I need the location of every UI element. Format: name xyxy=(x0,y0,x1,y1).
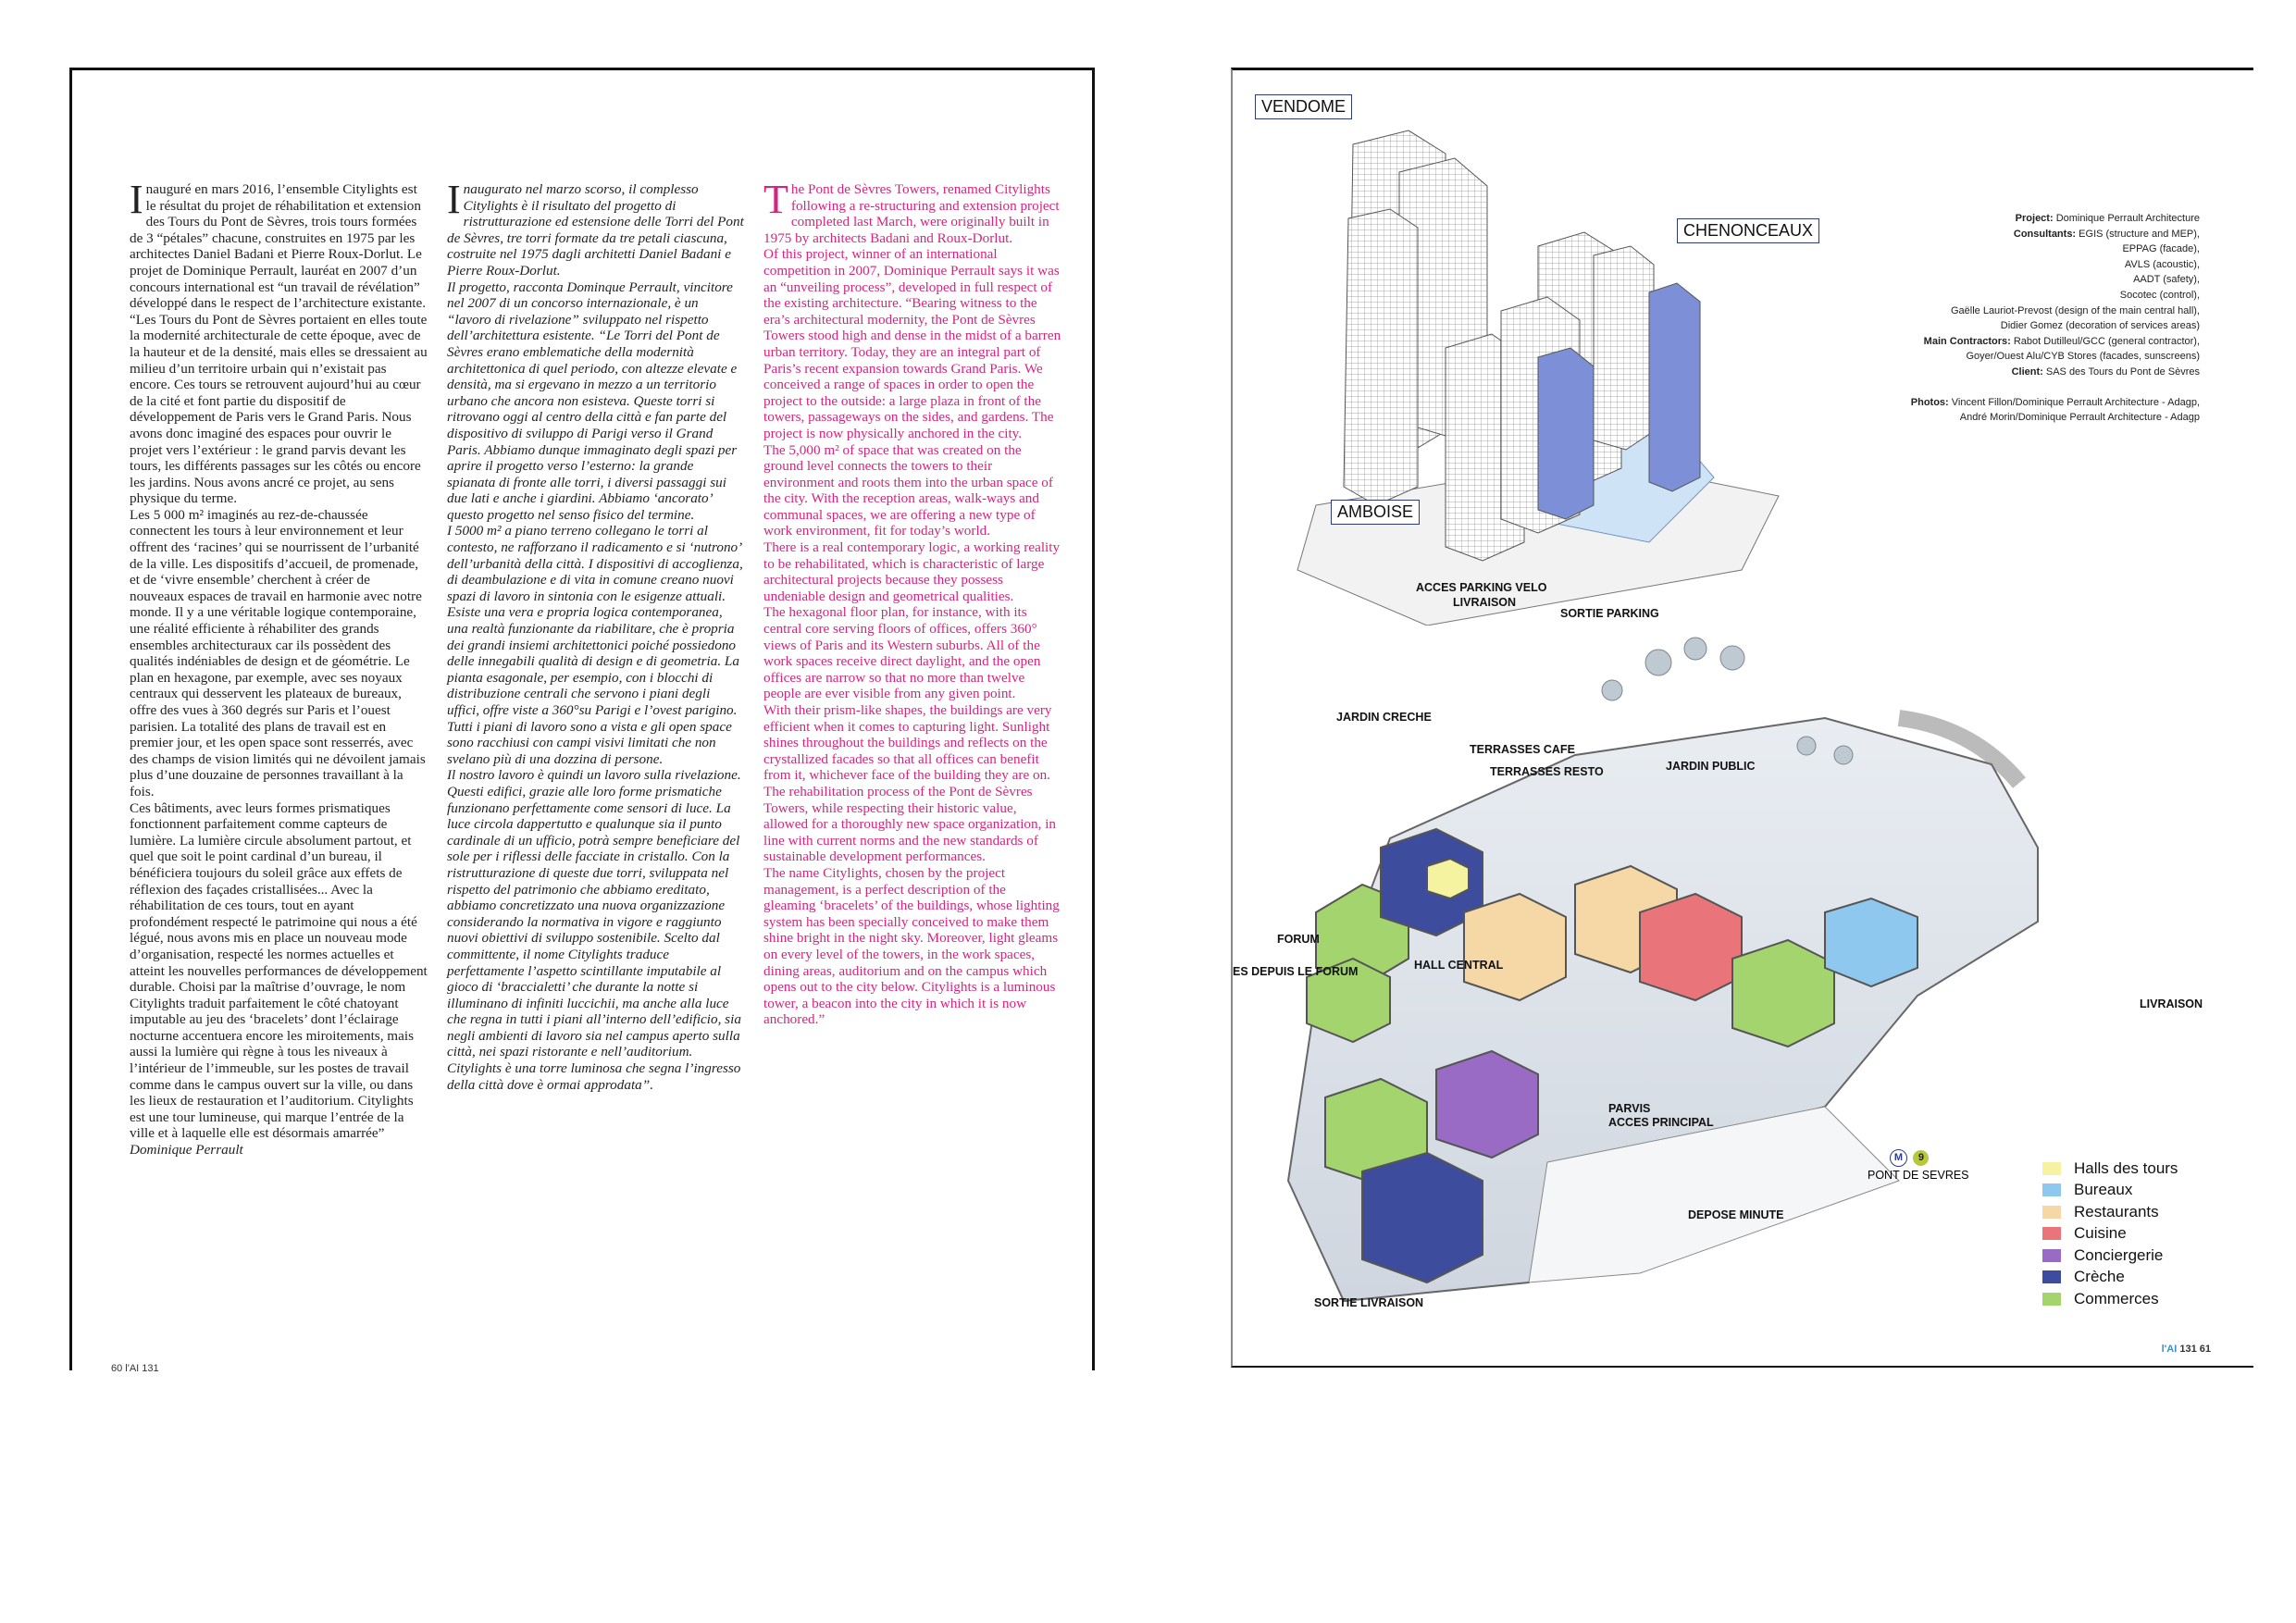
italian-column xyxy=(447,177,745,1093)
credit-line: Gaëlle Lauriot-Prevost (design of the main central hall), xyxy=(1950,304,2200,316)
legend-swatch xyxy=(2042,1206,2061,1219)
credit-line: Rabot Dutilleul/GCC (general contractor), xyxy=(2013,335,2200,347)
tag-chenonceaux: CHENONCEAUX xyxy=(1677,218,1819,243)
english-paragraph-7: The name Citylights, chosen by the project management, is a perfect description of the gleaming ‘bracelets’ of the buildings, whose lighting system has been specially conceived to make them shine bright in the night sky. Moreover, light gleams on every level of the towers, in the work spaces, dining areas, auditorium and on the campus which opens out to the city below. Citylights is a luminous tower, a beacon into the city in which it is now anchored.” xyxy=(763,864,1060,1028)
folio-magazine: l'AI xyxy=(2161,1344,2178,1355)
english-dropcap: T xyxy=(763,177,788,222)
credit-value-client: SAS des Tours du Pont de Sèvres xyxy=(2045,365,2200,378)
french-paragraph-1 xyxy=(130,177,428,507)
english-paragraph-5: The hexagonal floor plan, for instance, with its central core serving floors of offices, offers 360° views of Paris and its Western suburbs. All of the work spaces receive direct daylight, and the open offices are narrow so that no more than twelve people are ever visible from any given point. xyxy=(763,604,1041,702)
italian-paragraph-3: I 5000 m² a piano terreno collegano le torri al contesto, ne rafforzano il radicamento e si ‘nutrono’ dell’urbanità della città. I dispositivi di accoglienza, di deambulazione e di vita in comune creano nuovi spazi di lavoro in sintonia con le esigenze attuali. Esiste una vera e propria logica contemporanea, una realtà funzionante da riabilitare, che è propria dei grandi insiemi architettonici poiché possiedono delle innegabili qualità di design e di geometria. La pianta esagonale, per esempio, con i blocchi di distribuzione centrali che servono i piani degli uffici, offre viste a 360°su Parigi e l’ovest parigino. Tutti i piani di lavoro sono a vista e gli open space sono racchiusi con campi visivi limitati che non svelano più di una dozzina di persone. xyxy=(447,523,743,767)
label-depose-minute: DEPOSE MINUTE xyxy=(1688,1208,1784,1221)
left-folio: 60 l'AI 131 xyxy=(111,1363,159,1374)
legend-item xyxy=(2042,1288,2178,1310)
credit-label-project: Project: xyxy=(2015,213,2054,224)
legend-item xyxy=(2042,1180,2178,1202)
legend-item xyxy=(2042,1201,2178,1223)
legend-swatch xyxy=(2042,1249,2061,1262)
label-parvis: PARVIS xyxy=(1608,1102,1651,1115)
legend-item xyxy=(2042,1245,2178,1267)
credit-line: Didier Gomez (decoration of services areas) xyxy=(2000,320,2200,332)
legend-label: Conciergerie xyxy=(2074,1245,2164,1264)
legend-swatch xyxy=(2042,1293,2061,1306)
english-column xyxy=(763,177,1061,1028)
credit-label-photos: Photos: xyxy=(1910,396,1949,408)
credit-line: AVLS (acoustic), xyxy=(2124,258,2200,270)
label-depuis-forum: ES DEPUIS LE FORUM xyxy=(1233,965,1359,978)
legend-swatch xyxy=(2042,1183,2061,1196)
folio-issue: 131 xyxy=(2179,1344,2197,1355)
credit-line: Vincent Fillon/Dominique Perrault Architecture - Adagp, xyxy=(1951,396,2200,408)
english-paragraph-3: The 5,000 m² of space that was created on the ground level connects the towers to their environment and roots them into the urban space of the city. With the reception areas, walk-ways and communal spaces, we are offering a new type of work environment, fit for today’s world. xyxy=(763,441,1053,539)
label-sortie-parking: SORTIE PARKING xyxy=(1560,607,1659,620)
credit-label-client: Client: xyxy=(2011,365,2043,378)
folio-page: 61 xyxy=(2199,1344,2211,1355)
legend-swatch xyxy=(2042,1270,2061,1283)
label-jardin-creche: JARDIN CRECHE xyxy=(1336,711,1432,724)
english-paragraph-1 xyxy=(763,177,1061,246)
french-dropcap: I xyxy=(130,177,143,222)
label-livraison-right: LIVRAISON xyxy=(2140,997,2203,1010)
legend-label: Halls des tours xyxy=(2074,1158,2178,1177)
english-paragraph-4: There is a real contemporary logic, a working reality to be rehabilitated, which is characteristic of large architectural projects because they possess undeniable design and geometrical qualities. xyxy=(763,539,1061,604)
italian-paragraph-1 xyxy=(447,177,745,279)
italian-text: naugurato nel marzo scorso, il complesso Citylights è il risultato del progetto di ristrutturazione ed estensione delle Torri del Pont de Sèvres, tre torri formate da tre petali ciascuna, costruite nel 1975 dagli architetti Daniel Badani e Pierre Roux-Dorlut. xyxy=(447,181,744,279)
label-acces-principal: ACCES PRINCIPAL xyxy=(1608,1116,1714,1129)
french-column xyxy=(130,177,428,1158)
legend-swatch xyxy=(2042,1227,2061,1240)
tag-vendome: VENDOME xyxy=(1255,94,1352,119)
label-terrasses-resto: TERRASSES RESTO xyxy=(1490,765,1604,778)
metro-icon: M xyxy=(1890,1149,1907,1167)
credit-line: Goyer/Ouest Alu/CYB Stores (facades, sunscreens) xyxy=(1966,351,2200,363)
towers-axonometric-drawing xyxy=(1260,107,1797,626)
legend-label: Bureaux xyxy=(2074,1181,2133,1199)
english-paragraph-6: With their prism-like shapes, the buildings are very efficient when it comes to capturing light. Sunlight shines throughout the buildings and reflects on the crystallized facades so that all offices can benefit from it, whichever face of the building they are on. The rehabilitation process of the Pont de Sèvres Towers, while respecting their historic value, allowed for a thoroughly new space organization, in line with current norms and the new standards of sustainable development performances. xyxy=(763,702,1057,865)
label-acces-parking: ACCES PARKING VELO xyxy=(1416,581,1547,594)
legend-item xyxy=(2042,1158,2178,1180)
french-paragraph-3: Ces bâtiments, avec leurs formes prismatiques fonctionnent parfaitement comme capteurs de lumière. La lumière circule absolument partout, et quel que soit le point cardinal d’un bureau, il bénéficiera toujours du soleil grâce aux effets de réflexion des façades cristallisées... Avec la réhabilitation de ces tours, tout en ayant profondément respecté le patrimoine qui nous a été légué, nous avons mis en place un nouveau mode d’organisation, respecté les normes actuelles et atteint les nouvelles performances de développement durable. Choisi par la maîtrise d’ouvrage, le nom Citylights traduit parfaitement le côté chatoyant imputable au jeu des ‘bracelets’ dont l’éclairage nocturne accentuera encore les miroitements, mais aussi la lumière qui règne à tous les niveaux à l’intérieur de l’immeuble, sur les postes de travail comme dans le campus ouvert sur la ville, ou dans les lieux de restauration et l’auditorium. Citylights est une tour lumineuse, qui marque l’entrée de la ville et à laquelle elle est désormais amarrée” xyxy=(130,799,428,1142)
metro-station xyxy=(1868,1149,1969,1182)
legend-label: Commerces xyxy=(2074,1289,2159,1307)
french-paragraph-2: Les 5 000 m² imaginés au rez-de-chaussée connectent les tours à leur environnement et leur offrent des ‘racines’ qui se nourrissent de l’urbanité de la ville. Les dispositifs d’accueil, de promenade, et de ‘vivre ensemble’ cherchent à créer de nouveaux espaces de travail en harmonie avec notre monde. Il y a une véritable logique contemporaine, une réalité efficiente à réhabiliter des grands ensembles architecturaux car ils possèdent des qualités indéniables de design et de géométrie. Le plan en hexagone, par exemple, avec ses noyaux centraux qui desservent les plateaux de bureaux, offre des vues à 360 degrés sur Paris et l’ouest parisien. La totalité des plans de travail est en premier jour, et les open space sont resserrés, avec des champs de vision limités qui ne dévoilent jamais plus d’une douzaine de personnes travaillant à la fois. xyxy=(130,506,426,799)
french-signature: Dominique Perrault xyxy=(130,1142,243,1158)
label-livraison-top: LIVRAISON xyxy=(1453,596,1517,609)
credit-line: EPPAG (facade), xyxy=(2122,243,2200,255)
metro-station-name: PONT DE SEVRES xyxy=(1868,1169,1969,1182)
metro-line-icon: 9 xyxy=(1913,1150,1929,1166)
credit-line: Socotec (control), xyxy=(2119,289,2200,301)
project-credits xyxy=(1788,211,2200,426)
legend-item xyxy=(2042,1267,2178,1289)
credit-label-consultants: Consultants: xyxy=(2013,228,2077,240)
english-text: he Pont de Sèvres Towers, renamed Citylights following a re-structuring and extension project completed last March, were originally built in 1975 by architects Badani and Roux-Dorlut. xyxy=(763,181,1060,246)
credit-line: AADT (safety), xyxy=(2133,274,2200,286)
right-page xyxy=(1231,68,2253,1368)
legend-swatch xyxy=(2042,1162,2061,1175)
right-folio xyxy=(2162,1344,2211,1355)
left-page xyxy=(69,68,1095,1374)
label-terrasses-cafe: TERRASSES CAFE xyxy=(1470,743,1575,756)
legend-item xyxy=(2042,1223,2178,1245)
legend-label: Restaurants xyxy=(2074,1202,2159,1220)
italian-paragraph-2: Il progetto, racconta Dominque Perrault, vincitore nel 2007 di un concorso internazionale, è un “lavoro di rivelazione” sviluppato nel rispetto dell’architettura esistente. “Le Torri del Pont de Sèvres erano emblematiche della modernità architettonica di quel periodo, con altezze elevate e densità, ma si ergevano in mezzo a un territorio urbano che ancora non esisteva. Queste torri si ritrovano oggi al centro della città e fan parte del dispositivo di sviluppo di Parigi verso il Grand Paris. Abbiamo dunque immaginato degli spazi per aprire il progetto verso l’esterno: la grande spianata di fronte alle torri, i diversi passaggi sui due lati e anche i giardini. Abbiamo ‘ancorato’ questo progetto nel senso fisico del termine. xyxy=(447,279,738,523)
tag-amboise: AMBOISE xyxy=(1331,500,1420,525)
legend-label: Cuisine xyxy=(2074,1224,2127,1243)
label-jardin-public: JARDIN PUBLIC xyxy=(1666,760,1756,773)
label-hall-central: HALL CENTRAL xyxy=(1414,959,1504,972)
italian-dropcap: I xyxy=(447,177,461,222)
label-forum: FORUM xyxy=(1277,933,1320,946)
color-legend xyxy=(2042,1158,2178,1310)
label-sortie-livraison: SORTIE LIVRAISON xyxy=(1314,1296,1424,1309)
credit-value-project: Dominique Perrault Architecture xyxy=(2055,213,2200,224)
italian-paragraph-4: Il nostro lavoro è quindi un lavoro sulla rivelazione. Questi edifici, grazie alle loro forme prismatiche funzionano perfettamente come sensori di luce. La luce circola dappertutto e qualunque sia il punto cardinale di un ufficio, potrà sempre beneficiare del sole per i riflessi delle facciate in cristallo. Con la ristrutturazione di queste due torri, sviluppata nel rispetto del patrimonio che abbiamo ereditato, abbiamo concretizzato una nuova organizzazione considerando la normativa in vigore e raggiunto nuovi obiettivi di sviluppo sostenibile. Scelto dal committente, il nome Citylights traduce perfettamente l’aspetto scintillante imputabile al gioco di ‘braccialetti’ che durante la notte si illuminano di infiniti luccichii, ma anche alla luce che regna in tutti i piani all’interno dell’edificio, sia negli ambienti di lavoro sia nel campus aperto sulla città, nei spazi ristorante e nell’auditorium. Citylights è una torre luminosa che segna l’ingresso della città dove è ormai approdata”. xyxy=(447,767,741,1093)
credit-line: André Morin/Dominique Perrault Architecture - Adagp xyxy=(1959,412,2200,424)
credit-label-contractors: Main Contractors: xyxy=(1923,335,2011,347)
legend-label: Crèche xyxy=(2074,1268,2125,1286)
french-text: nauguré en mars 2016, l’ensemble Citylights est le résultat du projet de réhabilitation et extension des Tours du Pont de Sèvres, trois tours formées de 3 “pétales” chacune, construites en 1975 par les architectes Daniel Badani et Pierre Roux-Dorlut. Le projet de Dominique Perrault, lauréat en 2007 d’un concours international est “un travail de révélation” développé dans le respect de l’architecture existante. “Les Tours du Pont de Sèvres portaient en elles toute la modernité architecturale de cette époque, avec de la hauteur et de la densité, mais elles se dressaient au milieu d’un territoire urbain qui n’existait pas encore. Ces tours se retrouvent aujourd’hui au cœur de la cité et font partie du dispositif de développement de Paris vers le Grand Paris. Nous avons donc imaginé des espaces pour ouvrir le projet vers l’extérieur : le grand parvis devant les tours, les différents passages sur les côtés ou encore les jardins. Nous avons ancré ce projet, au sens physique du terme. xyxy=(130,181,428,507)
credit-line: EGIS (structure and MEP), xyxy=(2079,228,2200,240)
english-paragraph-2: Of this project, winner of an international competition in 2007, Dominique Perrault says it was an “unveiling process”, developed in full respect of the existing architecture. “Bearing witness to the era’s architectural modernity, the Pont de Sèvres Towers stood high and dense in the midst of a barren urban territory. Today, they are an integral part of Paris’s recent expansion towards Grand Paris. We conceived a range of spaces in order to open the project to the outside: a large plaza in front of the towers, passageways on the sides, and gardens. The project is now physically anchored in the city. xyxy=(763,246,1061,441)
